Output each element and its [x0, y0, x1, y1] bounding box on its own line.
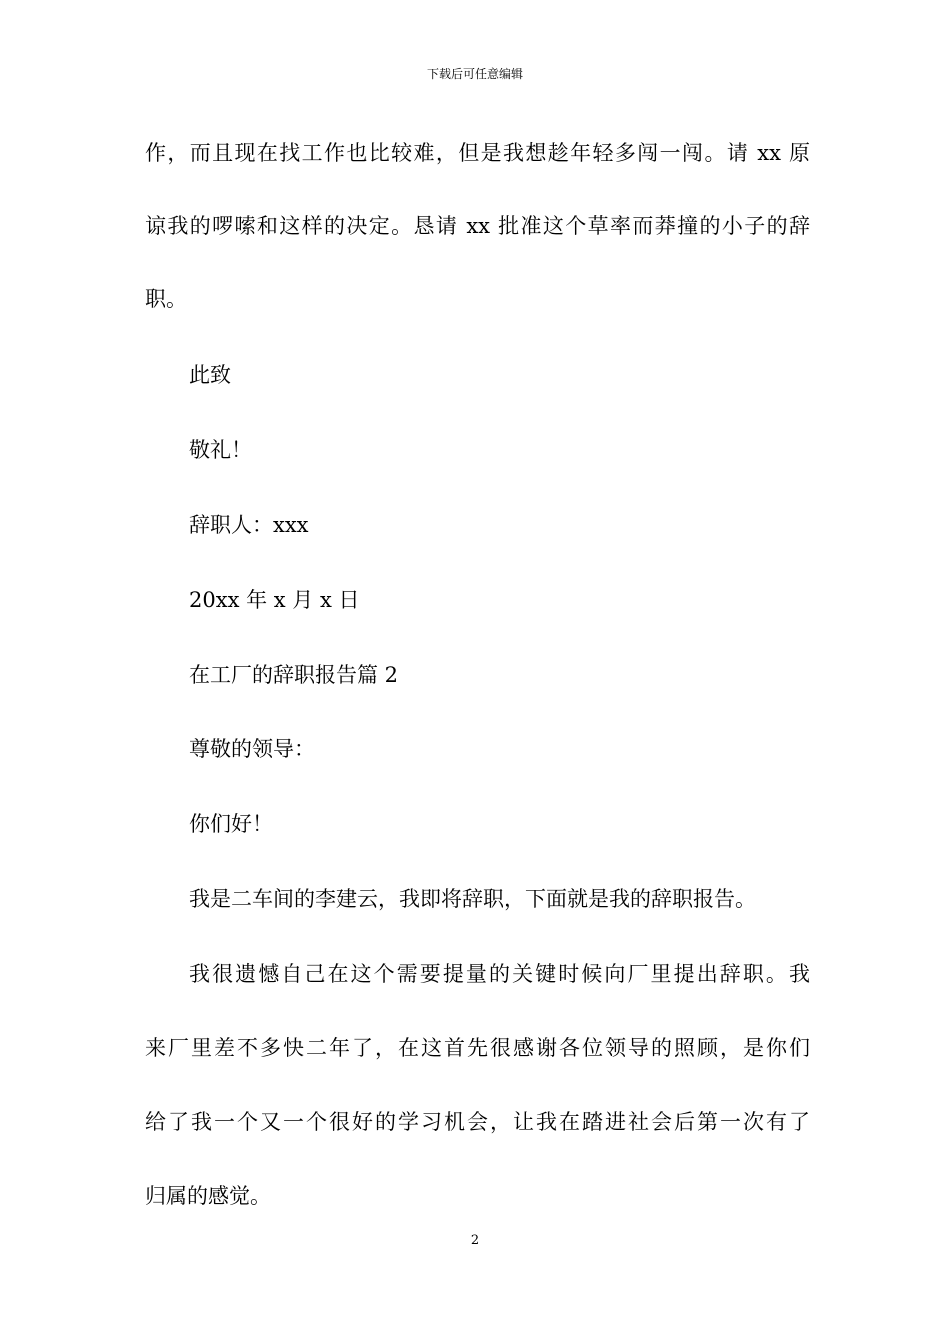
- paragraph-line: 我是二车间的李建云，我即将辞职，下面就是我的辞职报告。: [189, 887, 756, 911]
- closing-salutation: 此致: [189, 363, 231, 387]
- paragraph-line: 给了我一个又一个很好的学习机会，让我在踏进社会后第一次有了: [145, 1110, 810, 1134]
- page-number: 2: [470, 1233, 480, 1248]
- page-header: 下载后可任意编辑: [426, 67, 523, 81]
- date-line: 20xx 年 x 月 x 日: [189, 588, 360, 612]
- paragraph-line: 来厂里差不多快二年了，在这首先很感谢各位领导的照顾，是你们: [145, 1036, 810, 1060]
- closing-regards: 敬礼！: [189, 438, 252, 462]
- paragraph-line: 谅我的啰嗦和这样的决定。恳请 xx 批准这个草率而莽撞的小子的辞: [145, 214, 810, 238]
- paragraph-line: 归属的感觉。: [145, 1184, 271, 1208]
- section-title: 在工厂的辞职报告篇 2: [189, 663, 399, 687]
- signature-line: 辞职人：xxx: [189, 513, 309, 537]
- greeting-line: 你们好！: [189, 812, 273, 836]
- paragraph-line: 我很遗憾自己在这个需要提量的关键时候向厂里提出辞职。我: [189, 962, 810, 986]
- paragraph-line: 职。: [145, 287, 187, 311]
- paragraph-line: 作，而且现在找工作也比较难，但是我想趁年轻多闯一闯。请 xx 原: [145, 141, 810, 165]
- greeting-line: 尊敬的领导：: [189, 737, 315, 761]
